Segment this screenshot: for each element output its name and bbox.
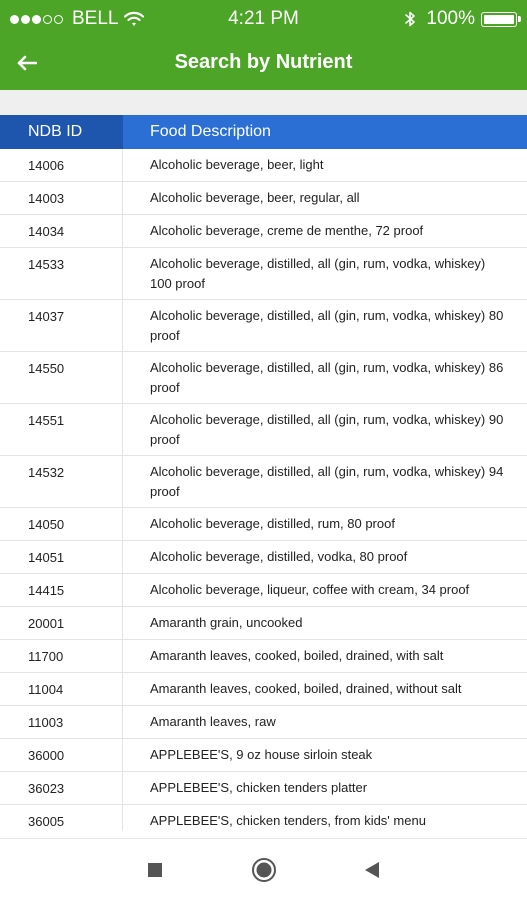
table-row[interactable] [0,574,527,607]
table-header [0,115,527,149]
ndb-id-cell: 14006 [0,149,123,181]
food-description-cell: APPLEBEE'S, 9 oz house sirloin steak [150,747,373,762]
table-row[interactable] [0,706,527,739]
food-description-cell: Alcoholic beverage, creme de menthe, 72 proof [150,223,424,238]
food-description-cell: Alcoholic beverage, distilled, vodka, 80 proof [150,549,408,564]
table-row[interactable] [0,805,527,831]
status-time: 4:21 PM [228,8,299,29]
food-description-cell: APPLEBEE'S, chicken tenders platter [150,780,368,795]
status-right [404,8,517,30]
carrier-name: BELL [72,8,119,29]
table-row[interactable] [0,404,527,456]
recents-button[interactable] [140,855,170,885]
column-header-ndb-id[interactable]: NDB ID [0,115,123,149]
table-row[interactable] [0,352,527,404]
triangle-back-icon [364,861,380,879]
food-list[interactable] [0,149,527,831]
ndb-id-cell: 14037 [0,300,123,351]
food-description-cell: Alcoholic beverage, distilled, all (gin, rum, vodka, whiskey) 100 proof [150,256,486,291]
food-description-cell: Alcoholic beverage, distilled, all (gin, rum, vodka, whiskey) 90 proof [150,412,504,447]
food-description-cell: Alcoholic beverage, distilled, all (gin, rum, vodka, whiskey) 80 proof [150,308,504,343]
food-description-cell: APPLEBEE'S, chicken tenders, from kids' menu [150,813,426,828]
navigation-bar [0,838,527,900]
ndb-id-cell: 14051 [0,541,123,573]
table-row[interactable] [0,182,527,215]
ndb-id-cell: 14533 [0,248,123,299]
ndb-id-cell: 14551 [0,404,123,455]
ndb-id-cell: 11700 [0,640,123,672]
table-row[interactable] [0,739,527,772]
table-row[interactable] [0,673,527,706]
bluetooth-icon [404,10,416,28]
table-row[interactable] [0,149,527,182]
top-spacer [0,90,527,115]
ndb-id-cell: 14003 [0,182,123,214]
table-row[interactable] [0,215,527,248]
ndb-id-cell: 36000 [0,739,123,771]
ndb-id-cell: 14034 [0,215,123,247]
column-header-food-description[interactable]: Food Description [123,115,527,149]
table-row[interactable] [0,300,527,352]
app-bar [0,36,527,90]
circle-home-icon [251,857,277,883]
home-button[interactable] [249,855,279,885]
table-row[interactable] [0,607,527,640]
food-description-cell: Alcoholic beverage, distilled, all (gin, rum, vodka, whiskey) 86 proof [150,360,504,395]
ndb-id-cell: 14050 [0,508,123,540]
battery-level [484,15,514,24]
square-recents-icon [147,862,163,878]
ndb-id-cell: 36023 [0,772,123,804]
table-row[interactable] [0,248,527,300]
table-row[interactable] [0,541,527,574]
ndb-id-cell: 20001 [0,607,123,639]
food-description-cell: Alcoholic beverage, distilled, rum, 80 proof [150,516,395,531]
ndb-id-cell: 11004 [0,673,123,705]
ndb-id-cell: 36005 [0,805,123,831]
battery-icon [481,12,517,27]
food-description-cell: Alcoholic beverage, distilled, all (gin, rum, vodka, whiskey) 94 proof [150,464,504,499]
table-row[interactable] [0,640,527,673]
battery-tip [518,16,521,22]
ndb-id-cell: 14532 [0,456,123,507]
food-description-cell: Amaranth leaves, cooked, boiled, drained, without salt [150,681,462,696]
table-row[interactable] [0,456,527,508]
food-description-cell: Amaranth leaves, cooked, boiled, drained, with salt [150,648,444,663]
ndb-id-cell: 11003 [0,706,123,738]
table-row[interactable] [0,508,527,541]
food-description-cell: Amaranth grain, uncooked [150,615,303,630]
battery-percent: 100% [426,8,475,29]
status-bar [0,0,527,36]
ndb-id-cell: 14415 [0,574,123,606]
ndb-id-cell: 14550 [0,352,123,403]
page-title: Search by Nutrient [174,51,353,73]
food-description-cell: Alcoholic beverage, beer, light [150,157,324,172]
system-back-button[interactable] [357,855,387,885]
food-description-cell: Amaranth leaves, raw [150,714,276,729]
table-row[interactable] [0,772,527,805]
food-description-cell: Alcoholic beverage, beer, regular, all [150,190,360,205]
food-description-cell: Alcoholic beverage, liqueur, coffee with cream, 34 proof [150,582,470,597]
